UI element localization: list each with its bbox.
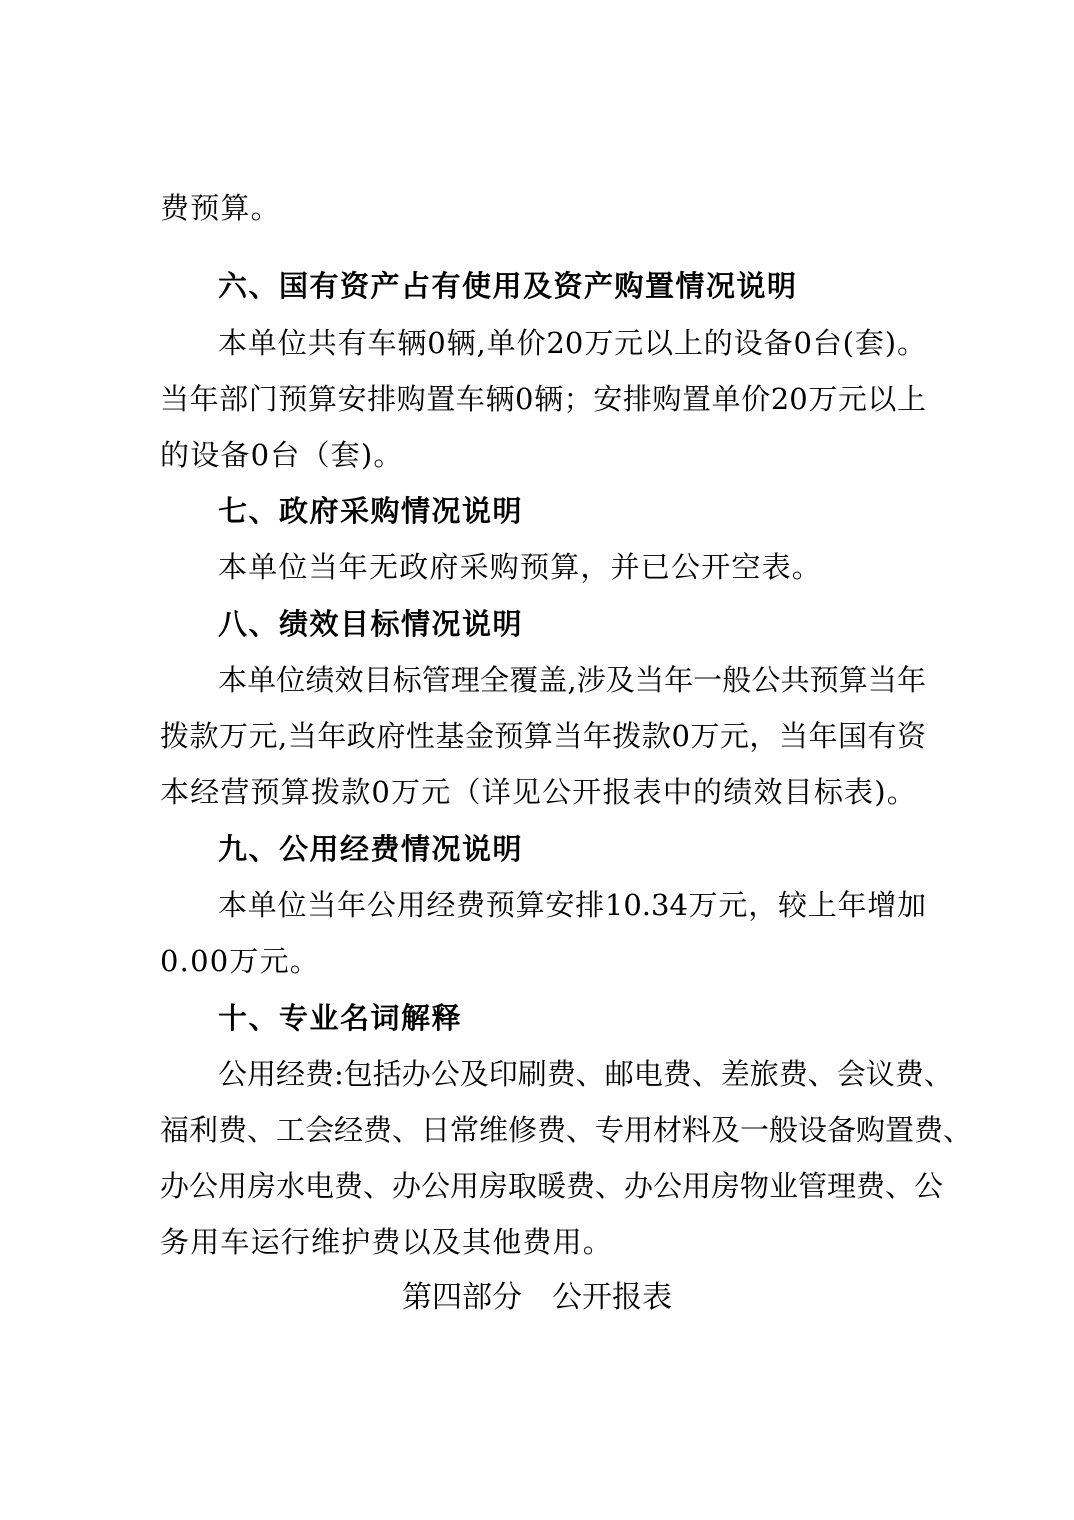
section-10-paragraph-line-2: 福利费、工会经费、日常维修费、专用材料及一般设备购置费、 [160,1113,973,1147]
section-9-paragraph-line-2: 0.00万元。 [160,944,320,978]
section-10-paragraph-line-1: 公用经费:包括办公及印刷费、邮电费、差旅费、会议费、 [218,1057,953,1091]
section-8-paragraph-line-1: 本单位绩效目标管理全覆盖,涉及当年一般公共预算当年 [218,663,926,697]
part-four-title: 第四部分 公开报表 [402,1280,672,1315]
continuation-text: 费预算。 [160,191,281,225]
section-6-paragraph-line-2: 当年部门预算安排购置车辆0辆；安排购置单价20万元以上 [160,382,926,416]
section-8-paragraph-line-2: 拨款万元,当年政府性基金预算当年拨款0万元，当年国有资 [160,719,926,753]
section-6-heading: 六、国有资产占有使用及资产购置情况说明 [218,269,798,303]
section-8-heading: 八、绩效目标情况说明 [218,607,524,641]
section-10-paragraph-line-4: 务用车运行维护费以及其他费用。 [160,1225,614,1259]
section-7-paragraph-line-1: 本单位当年无政府采购预算，并已公开空表。 [218,550,823,584]
section-6-paragraph-line-3: 的设备0台（套)。 [160,438,404,472]
section-9-heading: 九、公用经费情况说明 [218,832,524,866]
section-9-paragraph-line-1: 本单位当年公用经费预算安排10.34万元，较上年增加 [218,888,926,922]
section-7-heading: 七、政府采购情况说明 [218,494,524,528]
section-6-paragraph-line-1: 本单位共有车辆0辆,单价20万元以上的设备0台(套)。 [218,326,926,360]
section-10-paragraph-line-3: 办公用房水电费、办公用房取暖费、办公用房物业管理费、公 [160,1169,944,1203]
section-8-paragraph-line-3: 本经营预算拨款0万元（详见公开报表中的绩效目标表)。 [160,775,917,809]
section-10-heading: 十、专业名词解释 [218,1001,463,1035]
